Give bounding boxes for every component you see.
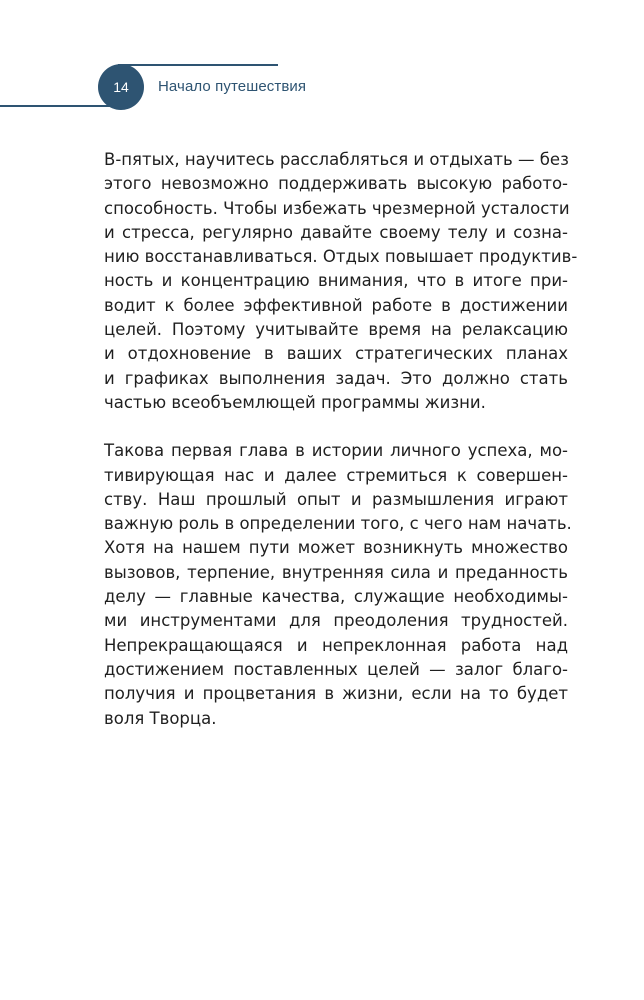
text-line: нию восстанавливаться. Отдых повышает продуктив- [104,247,578,267]
text-line: достижением поставленных целей — залог благо- [104,659,568,679]
text-line: Непрекращающаяся и непреклонная работа над [104,635,568,655]
text-line: В-пятых, научитесь расслабляться и отдыхать — без [104,150,569,169]
text-line: и графиках выполнения задач. Это должно стать [104,368,568,388]
text-line: этого невозможно поддерживать высокую работо- [104,174,568,194]
text-line: водит к более эффективной работе в достижении [104,295,568,315]
header-rule-top [118,64,278,66]
text-line: важную роль в определении того, с чего нам начать. [104,514,572,534]
text-line: Хотя на нашем пути может возникнуть множество [104,538,568,558]
text-line: вызовов, терпение, внутренняя сила и преданность [104,562,568,582]
text-line: частью всеобъемлющей программы жизни. [104,392,486,412]
text-line: способность. Чтобы избежать чрезмерной усталости [104,198,570,218]
text-line: получия и процветания в жизни, если на то будет [104,684,568,704]
paragraph [104,439,572,731]
text-line: и стресса, регулярно давайте своему телу и созна- [104,222,568,242]
body-text [104,148,578,755]
text-line: и отдохновение в ваших стратегических планах [104,344,568,364]
text-line: воля Творца. [104,708,217,728]
text-line: ность и концентрацию внимания, что в итоге при- [104,271,568,291]
text-line: делу — главные качества, служащие необходимы- [104,587,568,607]
page-number: 14 [113,79,129,95]
paragraph [104,148,578,415]
text-line: Такова первая глава в истории личного успеха, мо- [104,441,568,461]
page-number-badge [98,64,144,110]
running-title: Начало путешествия [158,78,307,95]
text-line: ми инструментами для преодоления трудностей. [104,611,568,631]
text-line: тивирующая нас и далее стремиться к совершен- [104,465,568,485]
text-line: ству. Наш прошлый опыт и размышления играют [104,489,568,509]
text-line: целей. Поэтому учитывайте время на релаксацию [104,320,568,340]
